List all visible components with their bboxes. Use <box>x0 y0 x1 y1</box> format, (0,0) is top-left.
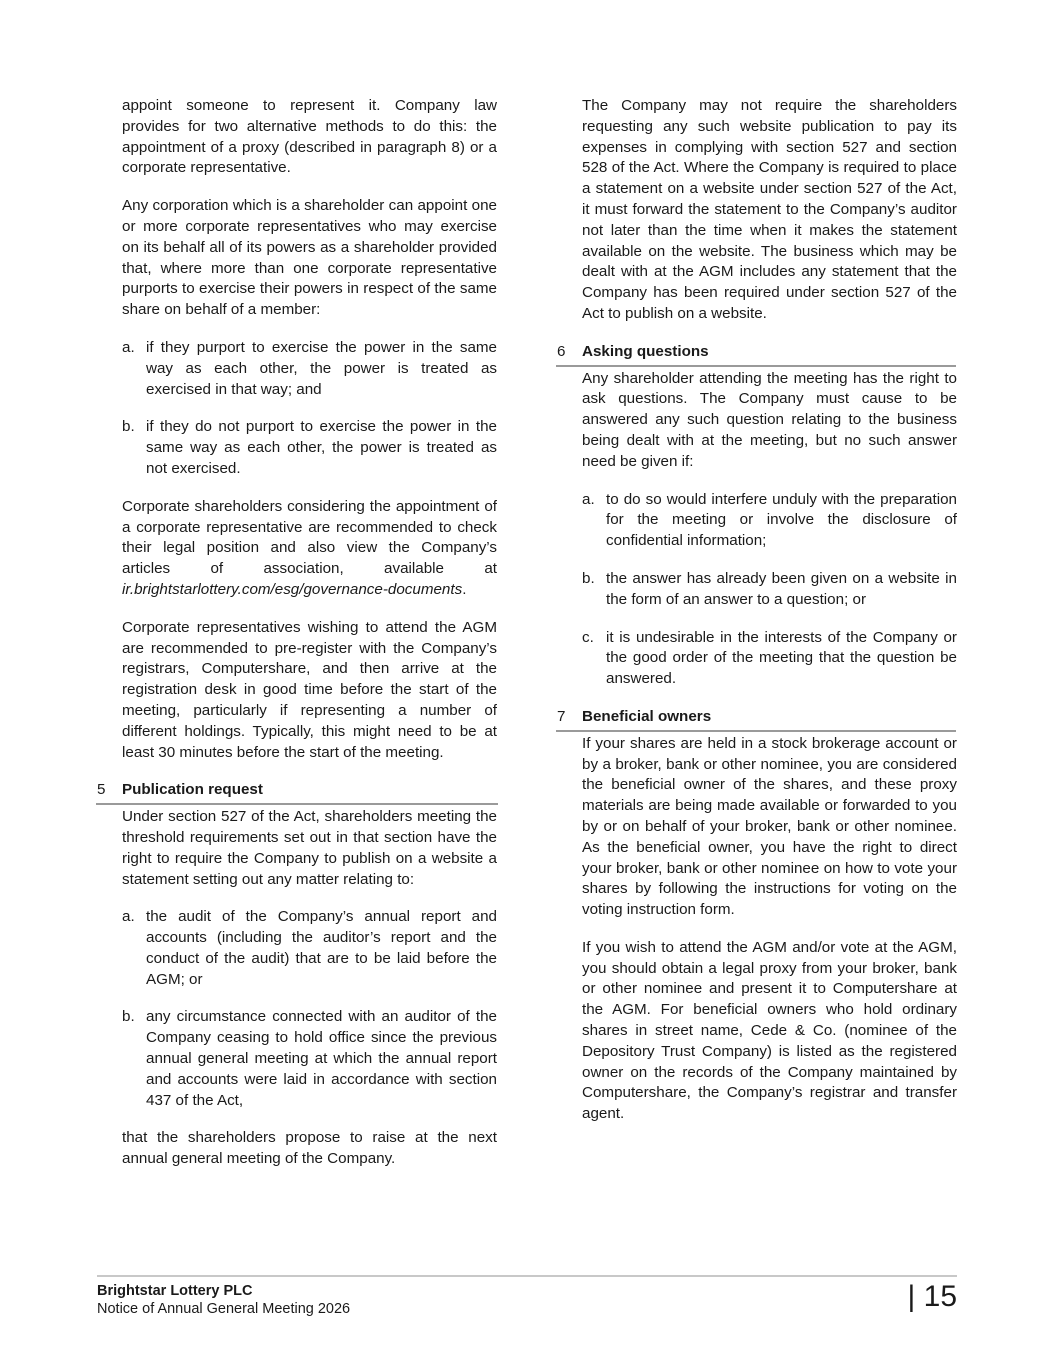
list-item <box>122 338 497 400</box>
section-title: Beneficial owners <box>582 707 712 725</box>
list-item <box>582 628 957 690</box>
list-item <box>122 417 497 479</box>
list-item <box>122 1007 497 1111</box>
page-footer <box>97 1275 957 1318</box>
paragraph: If your shares are held in a stock brokerage account or by a broker, bank or other nominee, you are considered the beneficial owner of the shares, and these proxy materials are being made available or forwarded to you by or on behalf of your broker, bank or other nominee. As the beneficial owner, you have the right to direct your broker, bank or other nominee on how to vote your shares by following the instructions for voting on the voting instruction form. <box>582 734 957 919</box>
paragraph: If you wish to attend the AGM and/or vote at the AGM, you should obtain a legal proxy from your broker, bank or other nominee and present it to Computershare at the AGM. For beneficial owners who hold ordinary shares in street name, Cede & Co. (nominee of the Depository Trust Company) is listed as the registered owner on the records of the Company maintained by Computershare, the Company’s registrar and transfer agent. <box>582 938 957 1123</box>
list-marker: b. <box>122 1008 135 1026</box>
list-marker: c. <box>582 628 594 646</box>
paragraph: The Company may not require the shareholders requesting any such website publication to pay its expenses in complying with section 527 and section 528 of the Act. Where the Company is required to place a statement on a website under section 527 of the Act, it must forward the statement to the Company’s auditor not later than the time when it makes the statement available on the website. The business which may be dealt with at the AGM includes any statement that the Company has been required under section 527 of the Act to publish on a website. <box>582 97 957 322</box>
paragraph: that the shareholders propose to raise at the next annual general meeting of the Company. <box>122 1129 497 1168</box>
page-number: | 15 <box>907 1280 957 1313</box>
list-item-text: the answer has already been given on a website in the form of an answer to a question; or <box>606 569 957 608</box>
section-rule <box>556 730 956 732</box>
list-item-text: if they purport to exercise the power in the same way as each other, the power is treated as exercised in that way; and <box>146 338 497 398</box>
section-rule <box>556 365 956 367</box>
list-marker: b. <box>122 418 135 436</box>
footer-subtitle: Notice of Annual General Meeting 2026 <box>97 1301 351 1317</box>
list-item-text: it is undesirable in the interests of the Company or the good order of the meeting that the question be answered. <box>606 628 957 688</box>
list-item <box>582 490 957 552</box>
section-number: 6 <box>557 342 566 360</box>
period: . <box>462 580 467 598</box>
list-item-text: any circumstance connected with an auditor of the Company ceasing to hold office since the previous annual general meeting at which the annual report and accounts were laid in accordance with section 437 of the Act, <box>146 1008 497 1109</box>
section-title: Publication request <box>122 781 263 799</box>
list-item-text: to do so would interfere unduly with the preparation for the meeting or involve the disclosure of confidential information; <box>606 490 957 550</box>
list-item <box>582 569 957 611</box>
section-title: Asking questions <box>582 342 709 360</box>
section-rule <box>96 803 498 805</box>
paragraph: Any shareholder attending the meeting has the right to ask questions. The Company must cause to be answered any such question relating to the business being dealt with at the meeting, but no such answer need be given if: <box>582 369 957 470</box>
list-marker: a. <box>582 490 595 508</box>
left-column <box>97 96 497 1187</box>
articles-link[interactable]: ir.brightstarlottery.com/esg/governance-documents <box>122 580 463 598</box>
paragraph: Under section 527 of the Act, shareholders meeting the threshold requirements set out in that section have the right to require the Company to publish on a website a statement setting out any matter relating to: <box>122 808 497 888</box>
list-marker: a. <box>122 908 135 926</box>
list-item-text: if they do not purport to exercise the power in the same way as each other, the power is treated as not exercised. <box>146 418 497 477</box>
list-marker: b. <box>582 569 595 587</box>
paragraph-text: Corporate shareholders considering the appointment of a corporate representative are recommended to check their legal position and also view the Company’s articles of association, available at <box>122 497 497 578</box>
section-heading-5 <box>97 780 497 801</box>
right-column <box>557 96 957 1142</box>
paragraph <box>122 497 497 601</box>
footer-rule <box>97 1275 957 1277</box>
section-number: 7 <box>557 707 566 725</box>
list-item <box>122 907 497 990</box>
section-heading-7 <box>557 707 957 728</box>
paragraph: appoint someone to represent it. Company law provides for two alternative methods to do this: the appointment of a proxy (described in paragraph 8) or a corporate representative. <box>122 97 497 177</box>
list-marker: a. <box>122 338 135 356</box>
section-number: 5 <box>97 781 106 799</box>
paragraph: Corporate representatives wishing to attend the AGM are recommended to pre-register with the Company’s registrars, Computershare, and then arrive at the registration desk in good time before the start of the meeting, particularly if representing a number of different holdings. Typically, this might need to be at least 30 minutes before the start of the meeting. <box>122 618 497 761</box>
list-item-text: the audit of the Company’s annual report and accounts (including the auditor’s report and the conduct of the audit) that are to be laid before the AGM; or <box>146 908 497 988</box>
footer-company: Brightstar Lottery PLC <box>97 1283 253 1299</box>
paragraph: Any corporation which is a shareholder can appoint one or more corporate representatives who may exercise on its behalf all of its powers as a shareholder provided that, where more than one corporate representative purports to exercise their powers in respect of the same share on behalf of a member: <box>122 197 497 319</box>
section-heading-6 <box>557 342 957 363</box>
